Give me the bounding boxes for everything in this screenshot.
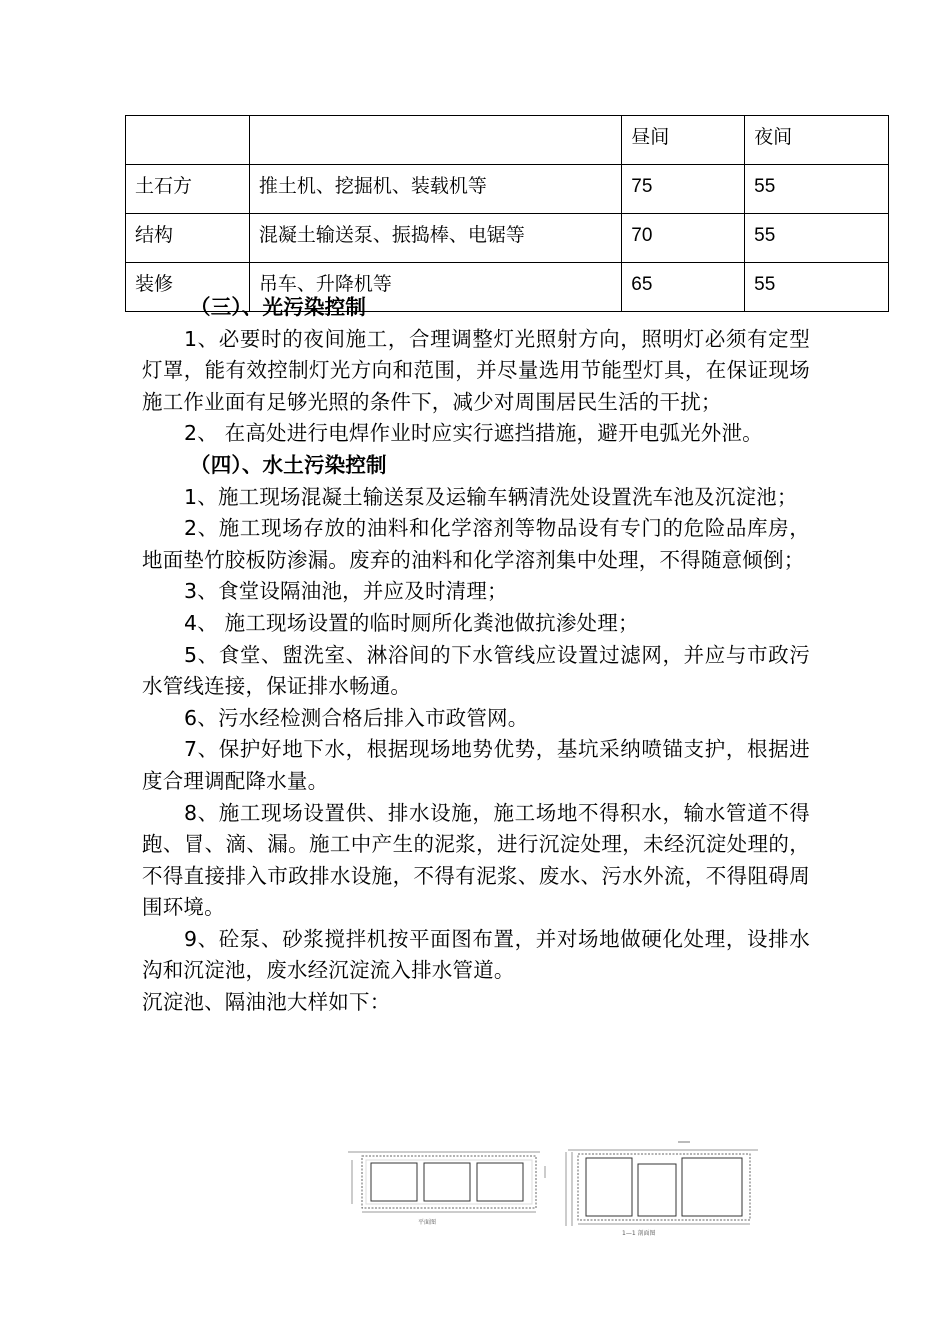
table-cell-equipment: 推土机、挖掘机、装载机等 [249, 165, 621, 214]
table-cell-day-value: 65 [622, 263, 745, 312]
section-view-label: 1—1 剖面图 [622, 1230, 656, 1237]
paragraph-item: 2、施工现场存放的油料和化学溶剂等物品设有专门的危险品库房，地面垫竹胶板防渗漏。废弃的油料和化学溶剂集中处理，不得随意倾倒； [142, 516, 810, 572]
paragraph-item: 8、施工现场设置供、排水设施，施工场地不得积水，输水管道不得跑、冒、滴、漏。施工中产生的泥浆，进行沉淀处理，未经沉淀处理的，不得直接排入市政排水设施，不得有泥浆、废水、污水外流，不得阻碍周围环境。 [142, 800, 810, 920]
table-cell-equipment: 混凝土输送泵、振捣棒、电锯等 [249, 214, 621, 263]
paragraph-item: 5、食堂、盥洗室、淋浴间的下水管线应设置过滤网，并应与市政污水管线连接，保证排水畅通。 [142, 642, 810, 699]
section-view-drawing [566, 1142, 758, 1226]
table-row [126, 165, 889, 214]
plan-view-drawing [348, 1152, 545, 1212]
table-cell-night-value: 55 [745, 165, 889, 214]
table-cell-night-value: 55 [745, 263, 889, 312]
table-header-cell [249, 116, 621, 165]
table-header-cell [126, 116, 250, 165]
table-header-daytime: 昼间 [622, 116, 745, 165]
paragraph-item: 2、 在高处进行电焊作业时应实行遮挡措施，避开电弧光外泄。 [184, 421, 763, 446]
table-cell-stage: 土石方 [126, 165, 250, 214]
table-cell-stage: 结构 [126, 214, 250, 263]
table-header-row [126, 116, 889, 165]
table-cell-day-value: 75 [622, 165, 745, 214]
section-heading-light-pollution: （三）、光污染控制 [190, 295, 367, 319]
paragraph-item: 6、污水经检测合格后排入市政管网。 [184, 705, 529, 730]
paragraph-item: 4、 施工现场设置的临时厕所化粪池做抗渗处理； [184, 610, 639, 635]
table-cell-day-value: 70 [622, 214, 745, 263]
paragraph-item: 1、必要时的夜间施工，合理调整灯光照射方向，照明灯必须有定型灯罩，能有效控制灯光方向和范围，并尽量选用节能型灯具，在保证现场施工作业面有足够光照的条件下，减少对周围居民生活的干扰； [142, 326, 810, 414]
paragraph-item: 3、食堂设隔油池，并应及时清理； [184, 579, 508, 604]
paragraph-item: 1、施工现场混凝土输送泵及运输车辆清洗处设置洗车池及沉淀池； [184, 484, 798, 509]
table-header-night: 夜间 [745, 116, 889, 165]
closing-line: 沉淀池、隔油池大样如下： [142, 990, 391, 1015]
body-text [142, 292, 810, 1019]
paragraph-item: 7、保护好地下水，根据现场地势优势，基坑采纳喷锚支护，根据进度合理调配降水量。 [142, 737, 810, 793]
table-row [126, 214, 889, 263]
tank-detail-drawings [340, 1138, 770, 1238]
noise-limit-table [125, 115, 889, 312]
plan-view-label: 平面图 [418, 1219, 437, 1226]
table-cell-equipment: 吊车、升降机等 [249, 263, 621, 312]
table-cell-stage: 装修 [126, 263, 250, 312]
table-cell-night-value: 55 [745, 214, 889, 263]
paragraph-item: 9、砼泵、砂浆搅拌机按平面图布置，并对场地做硬化处理，设排水沟和沉淀池，废水经沉淀流入排水管道。 [142, 926, 810, 983]
section-heading-water-soil-pollution: （四）、水土污染控制 [190, 452, 387, 477]
